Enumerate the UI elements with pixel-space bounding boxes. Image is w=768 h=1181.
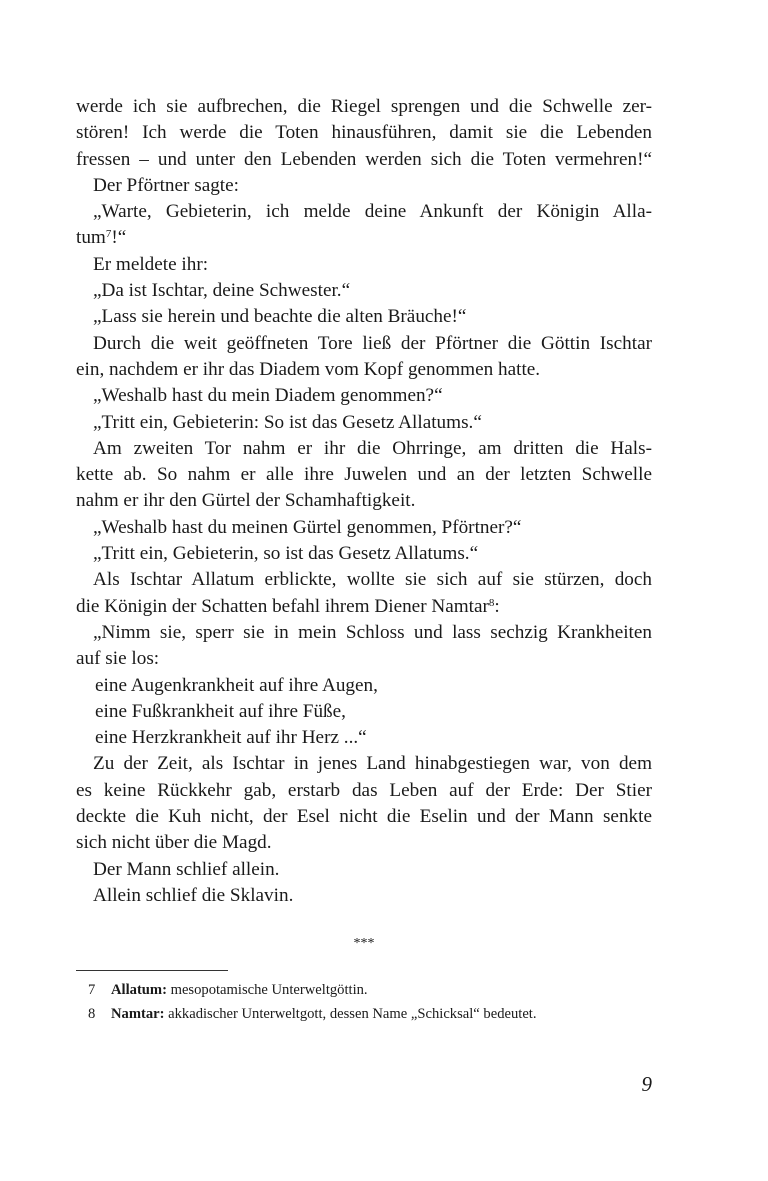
text-line (76, 646, 652, 672)
text-line (76, 778, 652, 804)
text-line (76, 567, 652, 593)
line-text: Am zweiten Tor nahm er ihr die Ohrringe, am dritten die Hals- (93, 437, 652, 459)
text-line (76, 883, 652, 909)
line-text: werde ich sie aufbrechen, die Riegel sprengen und die Schwelle zer- (76, 96, 652, 117)
text-line (76, 751, 652, 777)
text-line (76, 331, 652, 357)
line-text: Durch die weit geöffneten Tore ließ der Pförtner die Göttin Ischtar (93, 332, 652, 354)
line-text: es keine Rückkehr gab, erstarb das Leben auf der Erde: Der Stier (76, 779, 652, 801)
footnote-number: 7 (88, 982, 96, 998)
line-text-after: !“ (111, 227, 127, 249)
line-text: „Da ist Ischtar, deine Schwester.“ (93, 280, 351, 302)
text-line (76, 199, 652, 225)
line-text: die Königin der Schatten befahl ihrem Diener Namtar (76, 595, 489, 617)
text-line (76, 830, 652, 856)
text-line (76, 147, 652, 173)
text-line (76, 804, 652, 830)
text-line (76, 436, 652, 462)
line-text: sich nicht über die Magd. (76, 832, 272, 854)
section-break: *** (353, 936, 375, 951)
text-line (76, 673, 652, 699)
line-text: eine Fußkrankheit auf ihre Füße, (95, 700, 346, 722)
line-text: eine Augenkrankheit auf ihre Augen, (95, 674, 378, 696)
footnote-text: mesopotamische Unterweltgöttin. (166, 982, 368, 998)
text-line (76, 410, 652, 436)
text-line (76, 620, 652, 646)
footnote-term: Namtar: (111, 1006, 165, 1022)
text-line (76, 357, 652, 383)
footnotes (76, 978, 652, 1026)
text-line (76, 462, 652, 488)
line-text: Der Mann schlief allein. (93, 858, 280, 880)
line-text: Zu der Zeit, als Ischtar in jenes Land hinabgestiegen war, von dem (93, 753, 652, 775)
page-number: 9 (641, 1072, 652, 1096)
text-line (76, 857, 652, 883)
text-line (76, 383, 652, 409)
text-line (76, 94, 652, 120)
text-line (76, 278, 652, 304)
line-text: fressen – und unter den Lebenden werden sich die Toten vermehren!“ (76, 148, 652, 170)
footnote-text: akkadischer Unterweltgott, dessen Name „Schicksal“ bedeutet. (164, 1006, 537, 1022)
text-line (76, 304, 652, 330)
line-text: „Weshalb hast du meinen Gürtel genommen, Pförtner?“ (93, 516, 522, 538)
text-line (76, 699, 652, 725)
footnote-rule (76, 970, 228, 971)
book-page (76, 94, 652, 1096)
line-text: ein, nachdem er ihr das Diadem vom Kopf genommen hatte. (76, 358, 541, 380)
line-text: „Lass sie herein und beachte die alten Bräuche!“ (93, 306, 467, 328)
line-text: deckte die Kuh nicht, der Esel nicht die Eselin und der Mann senkte (76, 806, 652, 828)
line-text: „Warte, Gebieterin, ich melde deine Ankunft der Königin Alla- (93, 201, 652, 223)
footnote-7 (76, 978, 652, 1002)
line-text: stören! Ich werde die Toten hinausführen, damit sie die Lebenden (76, 122, 652, 144)
text-line (76, 725, 652, 751)
line-text: „Nimm sie, sperr sie in mein Schloss und lass sechzig Krankheiten (93, 621, 652, 643)
text-line (76, 515, 652, 541)
line-text-after: : (494, 595, 500, 617)
line-text: „Tritt ein, Gebieterin: So ist das Gesetz Allatums.“ (93, 411, 482, 433)
line-text: Er meldete ihr: (93, 253, 209, 275)
body-text (76, 94, 652, 909)
line-text: „Weshalb hast du mein Diadem genommen?“ (93, 385, 443, 407)
text-line (76, 252, 652, 278)
line-text: nahm er ihr den Gürtel der Schamhaftigkeit. (76, 490, 416, 512)
text-line (76, 225, 652, 251)
footnote-number: 8 (88, 1006, 96, 1022)
line-text: Als Ischtar Allatum erblickte, wollte sie sich auf sie stürzen, doch (93, 569, 652, 591)
line-text: auf sie los: (76, 648, 160, 670)
line-text: Der Pförtner sagte: (93, 174, 239, 196)
footnote-8 (76, 1002, 652, 1026)
text-line (76, 594, 652, 620)
footnote-marker[interactable]: 8 (488, 596, 495, 609)
line-text: Allein schlief die Sklavin. (93, 884, 294, 906)
line-text: „Tritt ein, Gebieterin, so ist das Gesetz Allatums.“ (93, 543, 479, 565)
line-text: eine Herzkrankheit auf ihr Herz ...“ (95, 727, 367, 749)
text-line (76, 488, 652, 514)
line-text: tum (76, 227, 106, 249)
text-line (76, 541, 652, 567)
footnote-term: Allatum: (111, 982, 167, 998)
text-line (76, 120, 652, 146)
line-text: kette ab. So nahm er alle ihre Juwelen und an der letzten Schwelle (76, 464, 652, 486)
footnote-marker[interactable]: 7 (105, 228, 112, 241)
text-line (76, 173, 652, 199)
